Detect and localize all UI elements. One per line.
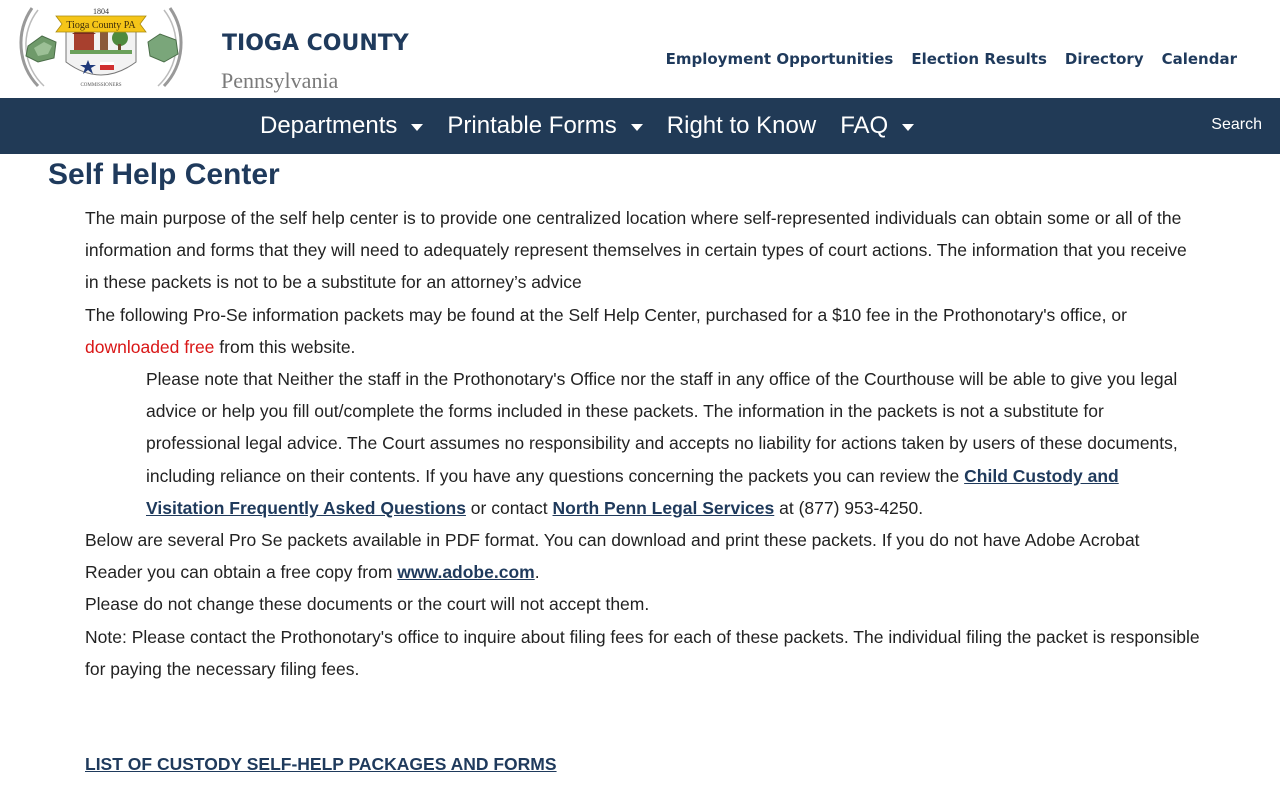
- main-content: [85, 202, 1200, 685]
- seal-banner-text: Tioga County PA: [66, 20, 136, 31]
- county-name[interactable]: TIOGA COUNTY: [222, 31, 409, 56]
- adobe-link[interactable]: www.adobe.com: [397, 562, 535, 583]
- page-title: Self Help Center: [48, 158, 280, 191]
- nav-item-label: Printable Forms: [447, 112, 617, 139]
- packets-text: The following Pro-Se information packets may be found at the Self Help Center, purchased for a $10 fee in the Prothonotary's office, or: [85, 304, 1127, 325]
- disclaimer-text-mid: or contact: [465, 497, 553, 518]
- main-navigation-bar: [0, 98, 1280, 154]
- disclaimer-text-end: at (877) 953-4250.: [774, 497, 924, 518]
- disclaimer-paragraph: [85, 363, 1200, 524]
- county-seal-logo[interactable]: [8, 4, 194, 88]
- nav-item-faq[interactable]: [840, 112, 914, 140]
- caret-down-icon: [631, 124, 643, 131]
- top-utility-links: [666, 50, 1237, 68]
- pdf-text: Below are several Pro Se packets available in PDF format. You can download and print these packets. If you do not have Adobe Acrobat Reader you can obtain a free copy from: [85, 530, 1140, 583]
- custody-packages-list-link[interactable]: LIST OF CUSTODY SELF-HELP PACKAGES AND FORMS: [85, 754, 557, 774]
- pdf-text-end: .: [534, 562, 540, 583]
- state-name: Pennsylvania: [221, 68, 339, 93]
- disclaimer-text: Please note that Neither the staff in the Prothonotary's Office nor the staff in any office of the Courthouse will be able to give you legal advice or help you fill out/complete the forms included in these packets. The information in the packets is not a substitute for professional legal advice. The Court assumes no responsibility and accepts no liability for actions taken by users of these documents, including reliance on their contents. If you have any questions concerning the packets you can review the: [146, 369, 1178, 486]
- filing-fees-note: Note: Please contact the Prothonotary's office to inquire about filing fees for each of these packets. The individual filing the packet is responsible for paying the necessary filing fees.: [85, 626, 1200, 679]
- caret-down-icon: [411, 124, 423, 131]
- nav-item-departments[interactable]: [260, 112, 423, 140]
- site-header: [0, 0, 1280, 98]
- downloaded-free-link[interactable]: downloaded free: [85, 336, 215, 357]
- employment-opportunities-link[interactable]: Employment Opportunities: [665, 50, 894, 68]
- nav-item-label: Departments: [260, 112, 398, 139]
- calendar-link[interactable]: Calendar: [1161, 50, 1237, 68]
- custody-faq-link[interactable]: Child Custody and Visitation Frequently Asked Questions: [146, 465, 1119, 518]
- election-results-link[interactable]: Election Results: [911, 50, 1047, 68]
- seal-year-text: 1804: [93, 7, 109, 16]
- nav-item-label: Right to Know: [666, 112, 817, 139]
- caret-down-icon: [902, 124, 914, 131]
- directory-link[interactable]: Directory: [1064, 50, 1144, 68]
- nav-item-printable-forms[interactable]: [447, 112, 642, 140]
- intro-paragraph: The main purpose of the self help center is to provide one centralized location where self-represented individuals can obtain some or all of the information and forms that they will need to adequately represent themselves in certain types of court actions. The information that you receive in these packets is not to be a substitute for an attorney’s advice: [85, 208, 1187, 293]
- packets-paragraph: [85, 299, 1200, 363]
- nav-menu: [260, 98, 938, 154]
- nav-item-right-to-know[interactable]: [667, 112, 816, 140]
- north-penn-legal-link[interactable]: North Penn Legal Services: [552, 497, 775, 518]
- search-button[interactable]: Search: [1211, 116, 1262, 133]
- seal-arc-text: COMMISSIONERS: [80, 83, 122, 88]
- packets-text-end: from this website.: [214, 336, 356, 357]
- do-not-change-paragraph: Please do not change these documents or the court will not accept them.: [85, 594, 650, 615]
- nav-item-label: FAQ: [840, 112, 889, 139]
- pdf-paragraph: [85, 524, 1200, 588]
